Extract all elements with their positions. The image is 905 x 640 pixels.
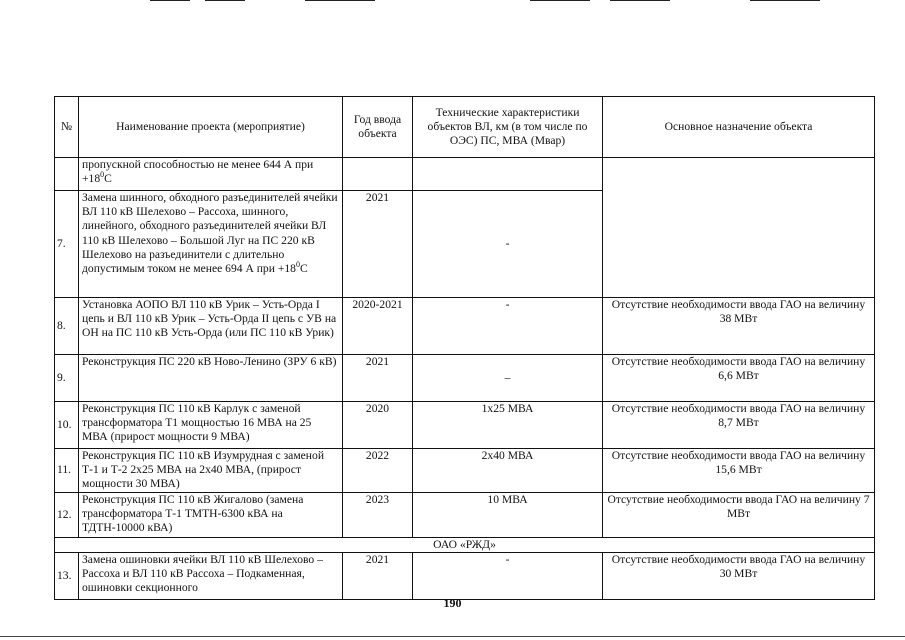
row-year: 2023 <box>343 492 413 537</box>
row-num: 7. <box>55 191 79 298</box>
header-num: № <box>55 97 79 158</box>
row-name: Замена шинного, обходного разъединителей ячейки ВЛ 110 кВ Шелехово – Рассоха, шинного, линейного, обходного разъединителей ячейки ВЛ 110 кВ Шелехово – Большой Луг на ПС 220 кВ Шелехово на разъединители с длительно допустимым током не менее 694 А при $+18^0С$ <box>79 191 343 298</box>
header-tech: Технические характеристики объектов ВЛ, км (в том числе по ОЭС) ПС, МВА (Мвар) <box>413 97 603 158</box>
row-name: Реконструкция ПС 220 кВ Ново-Ленино (ЗРУ 6 кВ) <box>79 355 343 402</box>
header-purpose: Основное назначение объекта <box>603 97 875 158</box>
row-tech: - <box>413 552 603 599</box>
table-row <box>55 492 875 537</box>
row-tech: - <box>413 191 603 298</box>
table-header-row <box>55 97 875 158</box>
row-year: 2020 <box>343 402 413 449</box>
row-num: 11. <box>55 449 79 493</box>
table-row <box>55 158 875 191</box>
row-name: пропускной способностью не менее 644 А при $+18^0С$ <box>79 158 343 191</box>
row-num: 12. <box>55 492 79 537</box>
row-name: Реконструкция ПС 110 кВ Карлук с заменой трансформатора Т1 мощностью 16 МВА на 25 МВА (прирост мощности 9 МВА) <box>79 402 343 449</box>
row-num: 9. <box>55 355 79 402</box>
table-row <box>55 449 875 493</box>
row-purpose: Отсутствие необходимости ввода ГАО на величину 15,6 МВт <box>603 449 875 493</box>
row-tech: 10 МВА <box>413 492 603 537</box>
row-year: 2020-2021 <box>343 298 413 355</box>
scan-edge-top-5 <box>610 0 670 1</box>
row-num: 10. <box>55 402 79 449</box>
row-purpose <box>603 158 875 298</box>
org-title: ОАО «РЖД» <box>55 537 875 552</box>
scan-edge-top-6 <box>750 0 820 1</box>
row-purpose: Отсутствие необходимости ввода ГАО на величину 30 МВт <box>603 552 875 599</box>
row-purpose: Отсутствие необходимости ввода ГАО на величину 6,6 МВт <box>603 355 875 402</box>
page-number: 190 <box>443 596 462 610</box>
row-name: Реконструкция ПС 110 кВ Жигалово (замена трансформатора Т-1 ТМТН-6300 кВА на ТДТН-10000 кВА) <box>79 492 343 537</box>
row-tech: - <box>413 298 603 355</box>
projects-table <box>54 96 875 600</box>
table-row <box>55 552 875 599</box>
row-purpose: Отсутствие необходимости ввода ГАО на величину 8,7 МВт <box>603 402 875 449</box>
row-year: 2021 <box>343 191 413 298</box>
scan-edge-top-1 <box>150 0 190 1</box>
row-num: 13. <box>55 552 79 599</box>
header-name: Наименование проекта (мероприятие) <box>79 97 343 158</box>
header-year: Год ввода объекта <box>343 97 413 158</box>
scan-edge-top-3 <box>305 0 375 1</box>
row-tech: 1х25 МВА <box>413 402 603 449</box>
row-tech <box>413 158 603 191</box>
row-purpose: Отсутствие необходимости ввода ГАО на величину 38 МВт <box>603 298 875 355</box>
scan-edge-bottom <box>0 636 905 637</box>
row-num: 8. <box>55 298 79 355</box>
row-tech: – <box>413 355 603 402</box>
row-name: Установка АОПО ВЛ 110 кВ Урик – Усть-Орда I цепь и ВЛ 110 кВ Урик – Усть-Орда II цепь с УВ на ОН на ПС 110 кВ Усть-Орда (или ПС 110 кВ Урик) <box>79 298 343 355</box>
table-row <box>55 402 875 449</box>
table-row <box>55 355 875 402</box>
org-section-row <box>55 537 875 552</box>
row-name: Реконструкция ПС 110 кВ Изумрудная с заменой Т-1 и Т-2 2х25 МВА на 2х40 МВА, (прирост мощности 30 МВА) <box>79 449 343 493</box>
scan-edge-top-4 <box>530 0 590 1</box>
table-row <box>55 298 875 355</box>
scan-edge-top-2 <box>205 0 245 1</box>
row-num <box>55 158 79 191</box>
row-name: Замена ошиновки ячейки ВЛ 110 кВ Шелехово – Рассоха и ВЛ 110 кВ Рассоха – Подкаменная, ошиновки секционного <box>79 552 343 599</box>
row-year <box>343 158 413 191</box>
row-year: 2021 <box>343 552 413 599</box>
row-tech: 2х40 МВА <box>413 449 603 493</box>
row-purpose: Отсутствие необходимости ввода ГАО на величину 7 МВт <box>603 492 875 537</box>
row-year: 2021 <box>343 355 413 402</box>
row-year: 2022 <box>343 449 413 493</box>
